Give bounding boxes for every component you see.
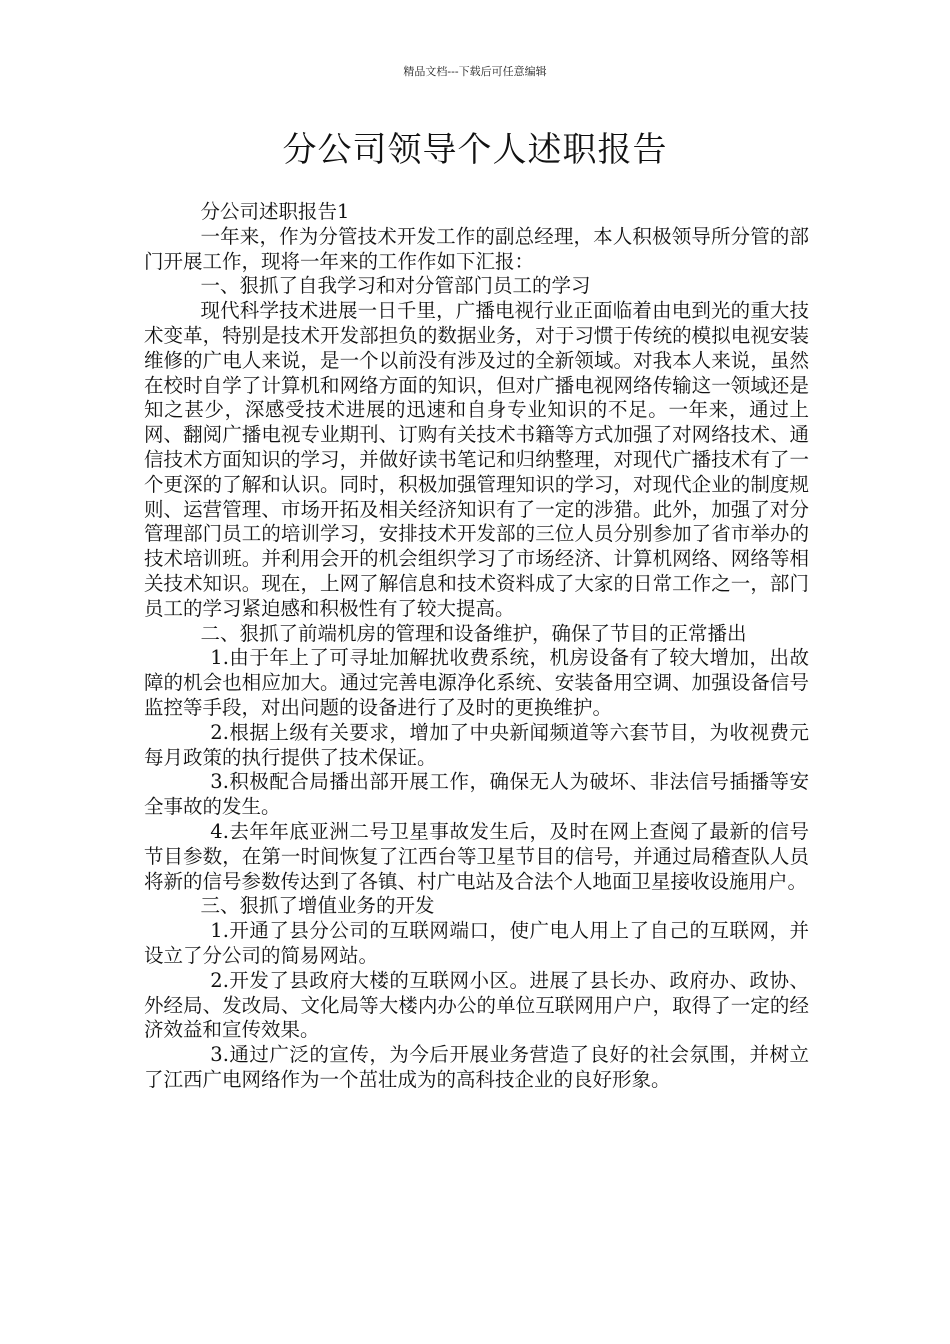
document-title: 分公司领导个人述职报告: [282, 130, 668, 170]
document-body: [144, 200, 809, 1093]
section-heading-1: 一、狠抓了自我学习和对分管部门员工的学习: [200, 274, 591, 298]
section-3-item-1: 1.开通了县分公司的互联网端口，使广电人用上了自己的互联网，并设立了分公司的简易网站。: [144, 919, 809, 967]
section-2-item-1: 1.由于年上了可寻址加解扰收费系统，机房设备有了较大增加，出故障的机会也相应加大。通过完善电源净化系统、安装备用空调、加强设备信号监控等手段，对出问题的设备进行了及时的更换维护。: [144, 646, 809, 719]
section-2-item-3: 3.积极配合局播出部开展工作，确保无人为破坏、非法信号插播等安全事故的发生。: [144, 770, 809, 819]
section-3-item-3: 3.通过广泛的宣传，为今后开展业务营造了良好的社会氛围，并树立了江西广电网络作为一个茁壮成为的高科技企业的良好形象。: [144, 1043, 809, 1091]
report-heading: 分公司述职报告1: [200, 200, 350, 223]
section-heading-2: 二、狠抓了前端机房的管理和设备维护，确保了节目的正常播出: [200, 621, 747, 645]
intro-paragraph: 一年来，作为分管技术开发工作的副总经理，本人积极领导所分管的部门开展工作，现将一年来的工作作如下汇报：: [144, 224, 809, 273]
section-heading-3: 三、狠抓了增值业务的开发: [200, 894, 435, 918]
section-2-item-4: 4.去年年底亚洲二号卫星事故发生后，及时在网上查阅了最新的信号节目参数，在第一时间恢复了江西台等卫星节目的信号，并通过局稽查队人员将新的信号参数传达到了各镇、村广电站及合法个人地面卫星接收设施用户。: [144, 819, 809, 893]
section-2-item-2: 2.根据上级有关要求，增加了中央新闻频道等六套节目，为收视费元每月政策的执行提供了技术保证。: [144, 720, 809, 769]
page-header-note: 精品文档---下载后可任意编辑: [403, 65, 547, 78]
section-1-paragraph: 现代科学技术进展一日千里，广播电视行业正面临着由电到光的重大技术变革，特别是技术开发部担负的数据业务，对于习惯于传统的模拟电视安装维修的广电人来说，是一个以前没有涉及过的全新领域。对我本人来说，虽然在校时自学了计算机和网络方面的知识，但对广播电视网络传输这一领域还是知之甚少，深感受技术进展的迅速和自身专业知识的不足。一年来，通过上网、翻阅广播电视专业期刊、订购有关技术书籍等方式加强了对网络技术、通信技术方面知识的学习，并做好读书笔记和归纳整理，对现代广播技术有了一个更深的了解和认识。同时，积极加强管理知识的学习，对现代企业的制度规则、运营管理、市场开拓及相关经济知识有了一定的涉猎。此外，加强了对分管理部门员工的培训学习，安排技术开发部的三位人员分别参加了省市举办的技术培训班。并利用会开的机会组织学习了市场经济、计算机网络、网络等相关技术知识。现在，上网了解信息和技术资料成了大家的日常工作之一，部门员工的学习紧迫感和积极性有了较大提高。: [144, 299, 809, 620]
section-3-item-2: 2.开发了县政府大楼的互联网小区。进展了县长办、政府办、政协、外经局、发改局、文化局等大楼内办公的单位互联网用户户，取得了一定的经济效益和宣传效果。: [144, 968, 809, 1042]
